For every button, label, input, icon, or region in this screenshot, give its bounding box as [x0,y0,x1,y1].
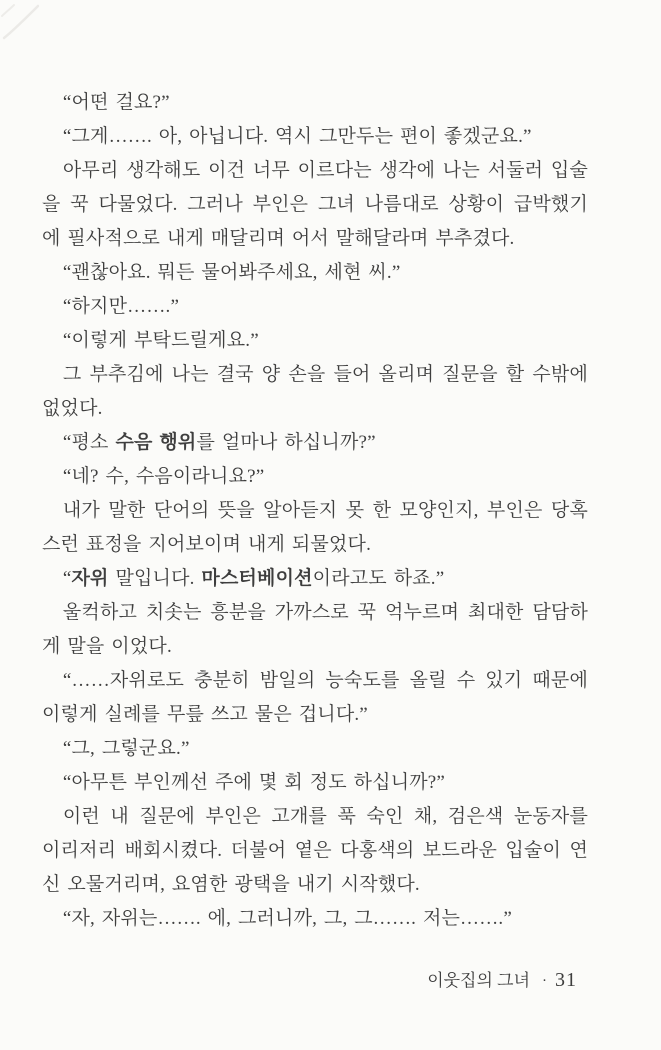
text-line [42,86,588,120]
text-line [42,630,588,664]
body-text: “어떤 걸요?” [62,92,170,113]
body-text: 없었다. [42,398,103,419]
text-line [42,494,588,528]
text-line [42,664,588,698]
text-line [42,426,588,460]
body-text: 신 오물거리며, 요염한 광택을 내기 시작했다. [42,874,420,895]
body-text: “그게……. 아, 아닙니다. 역시 그만두는 편이 좋겠군요.” [62,126,532,147]
text-line [42,290,588,324]
emphasized-text: 수음 행위 [115,432,197,453]
footer-book-title: 이웃집의 그녀 [427,971,530,990]
body-text: 를 얼마나 하십니까?” [196,432,376,453]
body-text: 을 꾹 다물었다. 그러나 부인은 그녀 나름대로 상황이 급박했기 [42,194,588,215]
text-line [42,834,588,868]
body-text: 아무리 생각해도 이건 너무 이르다는 생각에 나는 서둘러 입술 [62,160,588,181]
text-line [42,324,588,358]
body-text: 이리저리 배회시켰다. 더불어 옅은 다홍색의 보드라운 입술이 연 [42,840,588,861]
body-text: “그, 그렇군요.” [62,738,190,759]
emphasized-text: 마스터베이션 [201,568,313,589]
text-line [42,732,588,766]
body-text: “괜찮아요. 뭐든 물어봐주세요, 세현 씨.” [62,262,401,283]
body-text: 게 말을 이었다. [42,636,172,657]
body-text: 스런 표정을 지어보이며 내게 되물었다. [42,534,372,555]
body-text: 그 부추김에 나는 결국 양 손을 들어 올리며 질문을 할 수밖에 [62,364,588,385]
body-text: 이런 내 질문에 부인은 고개를 푹 숙인 채, 검은색 눈동자를 [62,806,588,827]
emphasized-text: 자위 [71,568,109,589]
body-text: “자, 자위는……. 에, 그러니까, 그, 그……. 저는…….” [62,908,512,929]
body-text: “……자위로도 충분히 밤일의 능숙도를 올릴 수 있기 때문에 [62,670,588,691]
body-text: 울컥하고 치솟는 흥분을 가까스로 꾹 억누르며 최대한 담담하 [62,602,588,623]
text-line [42,528,588,562]
text-line [42,256,588,290]
text-line [42,800,588,834]
body-text: 이라고도 하죠.” [312,568,445,589]
body-text: “네? 수, 수음이라니요?” [62,466,265,487]
text-line [42,766,588,800]
scan-artifact-smudge [0,0,70,55]
text-line [42,460,588,494]
body-text: “하지만…….” [62,296,180,317]
body-text: 내가 말한 단어의 뜻을 알아듣지 못 한 모양인지, 부인은 당혹 [62,500,588,521]
text-line [42,154,588,188]
text-line [42,392,588,426]
body-text: “평소 [62,432,116,453]
text-line [42,222,588,256]
text-line [42,562,588,596]
page-footer [427,966,577,995]
text-line [42,698,588,732]
body-text: 에 필사적으로 내게 매달리며 어서 말해달라며 부추겼다. [42,228,515,249]
body-text: “아무튼 부인께선 주에 몇 회 정도 하십니까?” [62,772,446,793]
text-line [42,902,588,936]
text-line [42,358,588,392]
footer-separator: · [542,973,547,989]
text-line [42,120,588,154]
text-line [42,188,588,222]
body-text: 말입니다. [108,568,202,589]
text-line [42,596,588,630]
footer-page-number: 31 [555,969,577,991]
body-text: “이렇게 부탁드릴게요.” [62,330,259,351]
text-line [42,868,588,902]
text-block [42,86,588,936]
body-text: “ [62,568,72,589]
body-text: 이렇게 실례를 무릎 쓰고 물은 겁니다.” [42,704,368,725]
